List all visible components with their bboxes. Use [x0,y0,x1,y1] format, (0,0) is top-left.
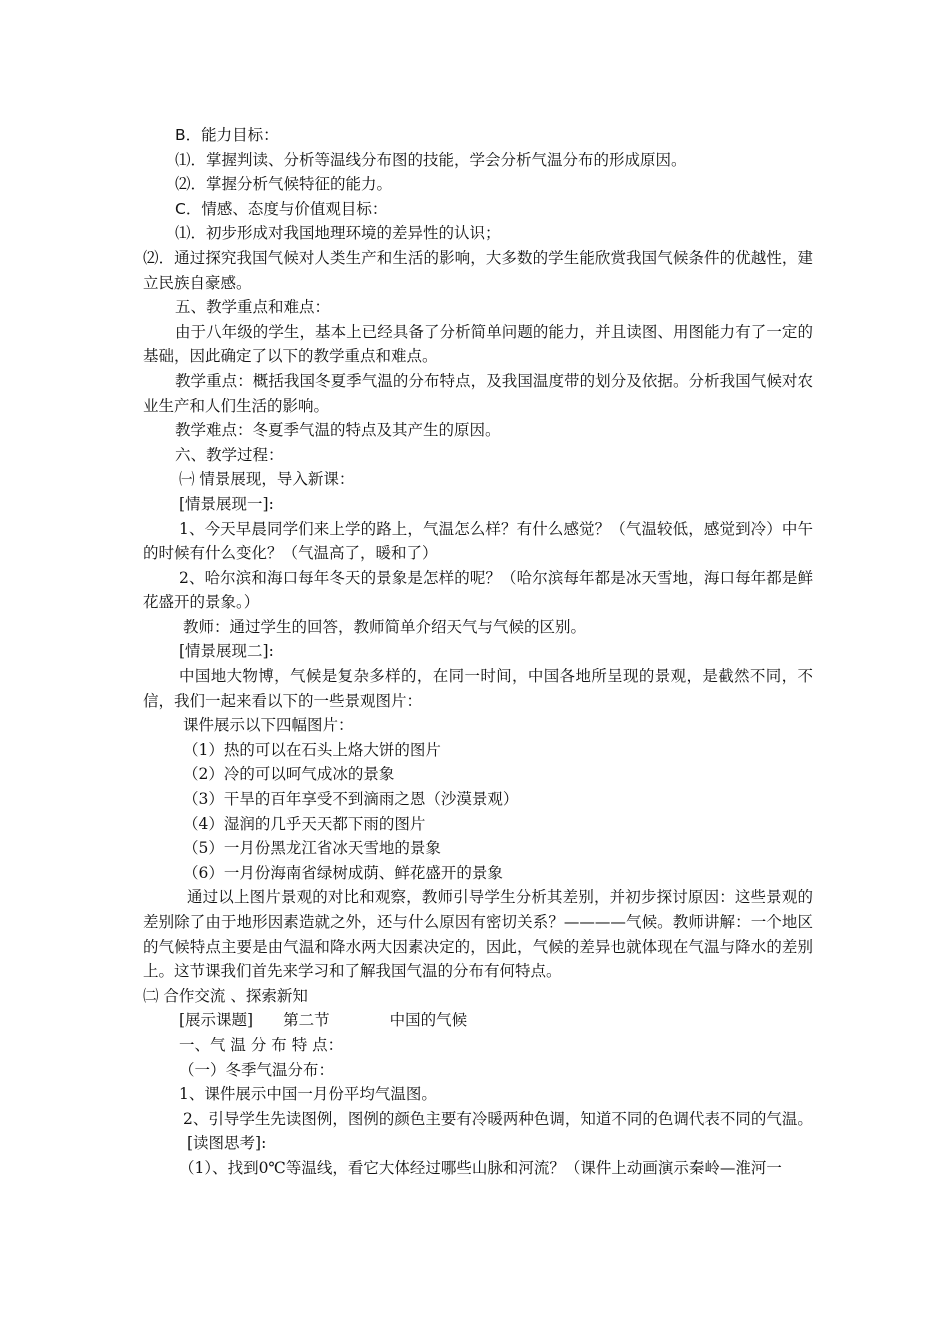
section-heading: 六、教学过程： [175,445,284,464]
section-heading: 五、教学重点和难点： [175,298,331,317]
list-item: （4）湿润的几乎天天都下雨的图片 [183,814,426,833]
list-item: （1）热的可以在石头上烙大饼的图片 [183,740,441,759]
text-line: B．能力目标： [175,126,279,144]
paragraph: ⑵．通过探究我国气候对人类生产和生活的影响，大多数的学生能欣赏我国气候条件的优越性，建立民族自豪感。 [143,248,813,292]
section-heading: 一、气 温 分 布 特 点： [179,1035,344,1054]
text-line: [情景展现一]: [179,494,274,513]
lesson-title: 中国的气候 [389,1011,468,1030]
lesson-title-line [143,1008,813,1033]
paragraph: 2、引导学生先读图例，图例的颜色主要有冷暖两种色调，知道不同的色调代表不同的气温。 [183,1109,813,1128]
list-item: （6）一月份海南省绿树成荫、鲜花盛开的景象 [183,863,503,882]
list-item: （5）一月份黑龙江省冰天雪地的景象 [183,839,441,858]
section-heading: ㈡ 合作交流 、探索新知 [143,986,308,1005]
lesson-label: [展示课题] [179,1011,254,1030]
text-line: （1）、找到0℃等温线，看它大体经过哪些山脉和河流？（课件上动画演示秦岭—淮河一 [179,1158,782,1177]
text-line: [情景展现二]: [179,642,274,661]
document-body [143,123,813,1181]
paragraph: 由于八年级的学生，基本上已经具备了分析简单问题的能力，并且读图、用图能力有了一定的基础，因此确定了以下的教学重点和难点。 [143,322,813,366]
text-line: ⑴．掌握判读、分析等温线分布图的技能，学会分析气温分布的形成原因。 [175,150,687,169]
paragraph: 1、今天早晨同学们来上学的路上，气温怎么样？有什么感觉？（气温较低，感觉到冷）中午的时候有什么变化？（气温高了，暖和了） [143,519,813,563]
paragraph: 教学重点：概括我国冬夏季气温的分布特点，及我国温度带的划分及依据。分析我国气候对农业生产和人们生活的影响。 [143,371,813,415]
text-line: [读图思考]: [187,1134,267,1153]
paragraph: 中国地大物博，气候是复杂多样的，在同一时间，中国各地所呈现的景观，是截然不同，不信，我们一起来看以下的一些景观图片： [143,667,813,710]
paragraph: 2、哈尔滨和海口每年冬天的景象是怎样的呢？（哈尔滨每年都是冰天雪地，海口每年都是鲜花盛开的景象。） [143,568,813,612]
paragraph: 通过以上图片景观的对比和观察，教师引导学生分析其差别，并初步探讨原因：这些景观的差别除了由于地形因素造就之外，还与什么原因有密切关系？————气候。教师讲解：一个地区的气候特点主要是由气温和降水两大因素决定的，因此，气候的差异也就体现在气温与降水的差别上。这节课我们首先来学习和了解我国气温的分布有何特点。 [143,888,813,981]
lesson-section: 第二节 [283,1011,330,1030]
text-line: 教学难点：冬夏季气温的特点及其产生的原因。 [175,421,501,440]
text-line: ⑴．初步形成对我国地理环境的差异性的认识； [175,224,501,243]
text-line: ㈠ 情景展现，导入新课： [179,470,355,489]
text-line: ⑵．掌握分析气候特征的能力。 [175,175,393,194]
text-line: C．情感、态度与价值观目标： [175,199,388,218]
list-item: （2）冷的可以呵气成冰的景象 [183,765,395,784]
list-item: （3）干旱的百年享受不到滴雨之恩（沙漠景观） [183,790,519,809]
text-line: 1、课件展示中国一月份平均气温图。 [179,1085,437,1104]
text-line: （一）冬季气温分布： [179,1060,335,1079]
text-line: 教师：通过学生的回答，教师简单介绍天气与气候的区别。 [183,617,587,636]
text-line: 课件展示以下四幅图片： [183,716,354,735]
